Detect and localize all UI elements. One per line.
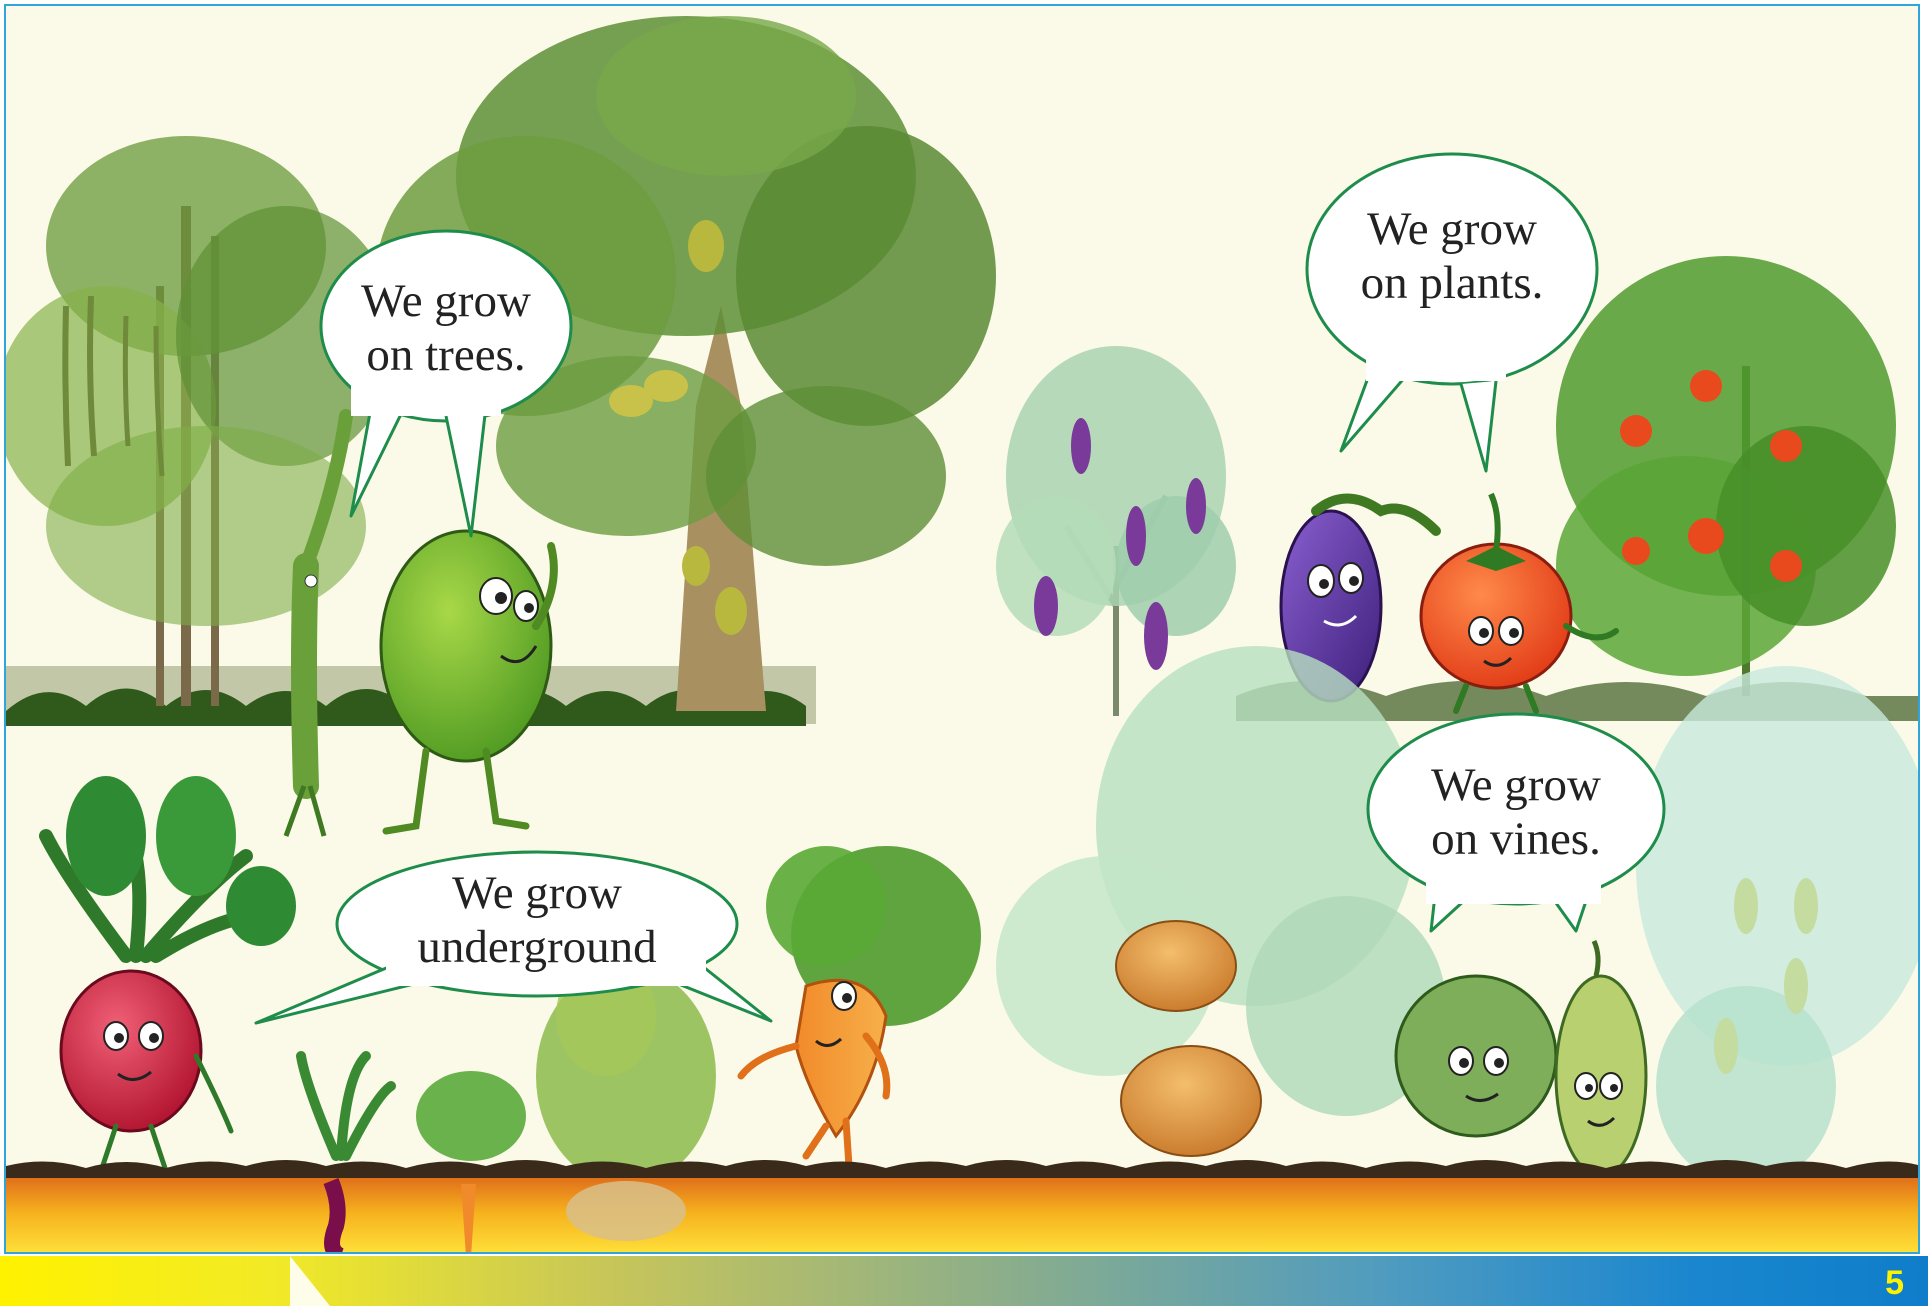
- bubble-underground-line1: We grow: [452, 867, 622, 919]
- small-carrot-plant: [416, 1071, 526, 1161]
- footer-notch: [0, 1256, 1928, 1306]
- bubble-plants-line1: We grow: [1367, 203, 1537, 255]
- bubble-trees-line1: We grow: [361, 275, 531, 327]
- bubble-underground-line2: underground: [417, 921, 657, 973]
- bubble-vines-line2: on vines.: [1431, 813, 1601, 865]
- footer-gradient-band: [0, 1256, 1928, 1306]
- pumpkin-character: [1396, 976, 1556, 1136]
- beetroot-character: [46, 776, 296, 1171]
- bubble-vines-text: [1406, 758, 1626, 866]
- gourd-character: [1556, 941, 1646, 1176]
- bubble-plants-text: [1352, 202, 1552, 310]
- bubble-trees-line2: on trees.: [366, 329, 526, 381]
- bubble-trees-text: [346, 274, 546, 382]
- small-beet-plant: [301, 1056, 391, 1156]
- tomato-plant: [1556, 256, 1896, 696]
- bubble-vines-line1: We grow: [1431, 759, 1601, 811]
- soil-band: [6, 1160, 1920, 1254]
- carrot-character: [741, 846, 981, 1196]
- bubble-plants-line2: on plants.: [1360, 257, 1544, 309]
- scene-illustration: [6, 6, 1920, 1254]
- drumstick-tree: [6, 136, 396, 706]
- illustration-panel: [4, 4, 1920, 1254]
- bubble-underground-text: [402, 866, 672, 974]
- page-number: 5: [1885, 1264, 1904, 1302]
- gourd-vine: [1636, 666, 1920, 1186]
- pumpkin-vine: [996, 646, 1446, 1156]
- jackfruit-character: [381, 531, 554, 831]
